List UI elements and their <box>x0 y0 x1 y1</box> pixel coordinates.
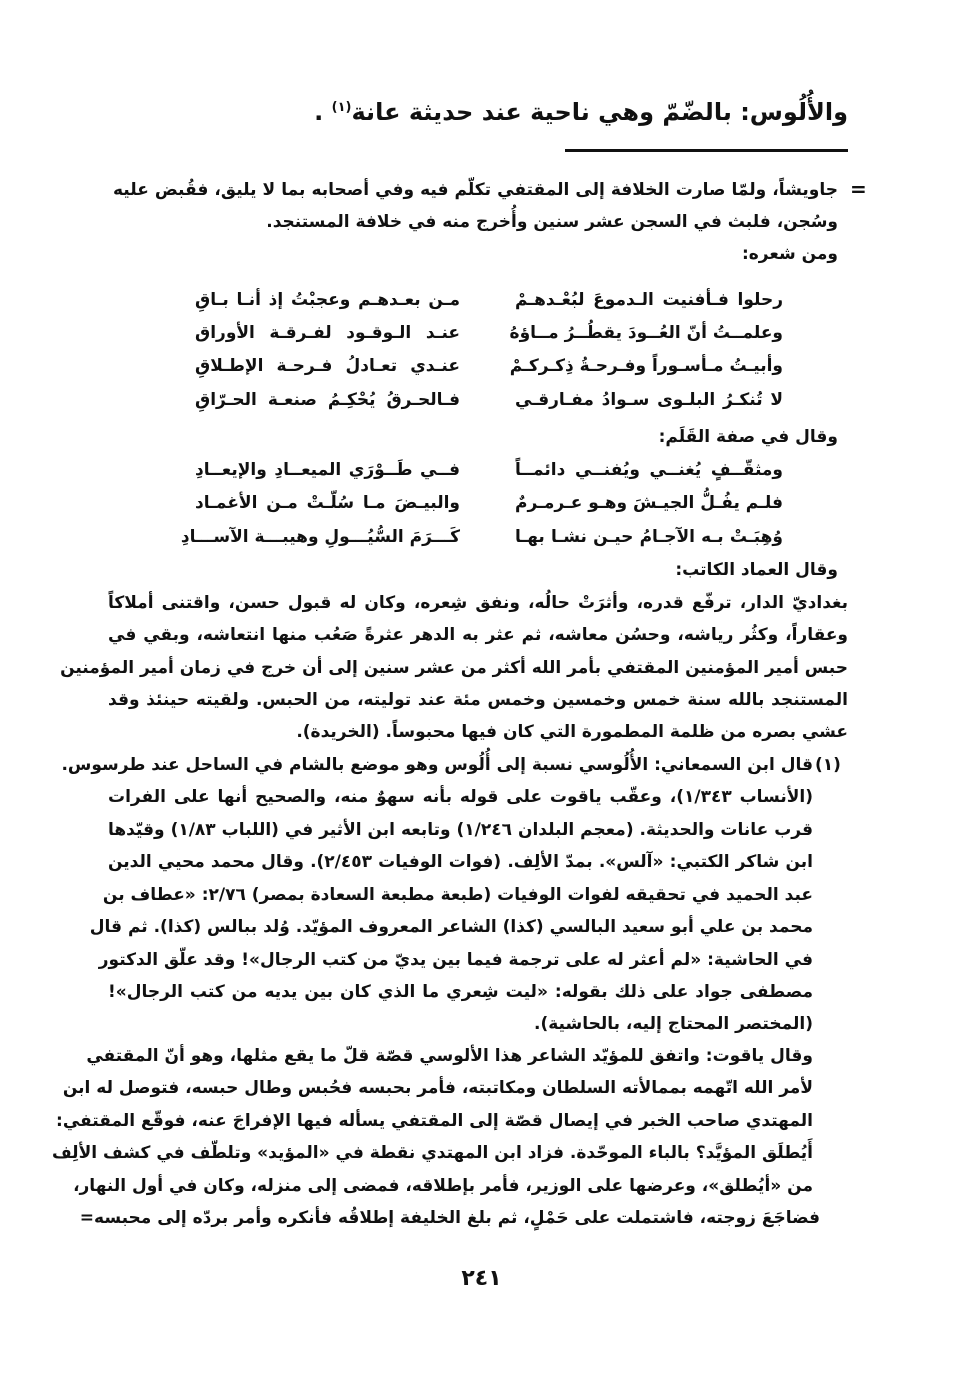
hemistich-left: فــي طَــوْرَي الميعــادِ والإيعــادِ <box>195 460 460 480</box>
footnote-ref[interactable]: (١) <box>331 100 352 115</box>
page-number: ٢٤١ <box>461 1266 502 1291</box>
hemistich-right: لا تُنكـرُ البلـوى سـوادُ مفـارقـي <box>515 390 783 410</box>
hemistich-right: وُهِبَـتْ بـه الآجـامُ حيـن نشـا بهـا <box>515 527 783 547</box>
poem-2-intro: وقال في صفة القَلَم: <box>658 427 838 447</box>
text-line: بغداديّ الدار، ترفّع قدره، وأثرَتْ حالُه، ونفق شِعره، وكان له قبول حسن، واقتنى أملاكاً <box>108 593 848 613</box>
hemistich-right: فلـم يفُـلُّ الجيـشَ وهـو عـرمـرمٌ <box>515 493 783 513</box>
text-line: وعقاراً، وكثُر رياشه، وحسُن معاشه، ثم عثر به الدهر عثرةً صَعُب منها انتعاشه، وبقي في <box>108 625 848 645</box>
intro-line: ومن شعره: <box>741 244 838 264</box>
heading-end: . <box>314 98 332 126</box>
footnote-line: ابن شاكر الكتبي: «آلس». بمدّ الألِف. (فوات الوفيات ٢/٤٥٣). وقال محمد محيي الدين <box>108 852 813 872</box>
continuation-mark: = <box>850 177 867 201</box>
footnote-line: (الأنساب ١/٣٤٣)، وعقّب ياقوت على قوله بأنه سهوٌ منه، والصحيح أنها على الفرات <box>108 787 813 807</box>
footnote-line: قال ابن السمعاني: الأُلُوسي نسبة إلى أُلُوس وهو موضع بالشام في الساحل عند طرسوس. <box>61 755 813 775</box>
heading-text: والأُلُوس: بالضّمّ وهي ناحية عند حديثة عانة <box>351 98 848 126</box>
footnote-line: عبد الحميد في تحقيقه لفوات الوفيات (طبعة مطبعة السعادة بمصر) ٢/٧٦: «عطاف بن <box>102 885 813 905</box>
footnote-line: قرب عانات والحديثة. (معجم البلدان ١/٢٤٦) وتابعه ابن الأثير في (اللباب ١/٨٣) وقيّدها <box>108 820 813 840</box>
entry-heading <box>314 98 848 126</box>
footnote-line: فضاجَعَ زوجته، فاشتملت على حَمْلٍ، ثم بلغ الخليفة إطلاقُه فأنكره وأمر بردّه إلى محبسه= <box>79 1208 820 1228</box>
hemistich-left: كَـــرَمَ السُّيُـــولِ وهيبـــة الآســـادِ <box>180 527 460 547</box>
text-line: عشي بصره من ظلمة المطمورة التي كان فيها محبوساً. (الخريدة). <box>296 722 848 742</box>
hemistich-left: فـالحـرقُ يُحْكِـمُ صنعـة الحـرّاقِ <box>195 390 460 410</box>
footnote-line: في الحاشية: «لم أعثر له على ترجمة فيما بين يديّ من كتب الرجال»! وقد علّق الدكتور <box>98 950 813 970</box>
hemistich-right: وأبيـتُ مـأسـوراً وفـرحـةُ ذِكـركـمْ <box>509 356 783 376</box>
footnote-line: محمد بن علي أبو سعيد البالسي (كذا) الشاعر المعروف المؤيّد. وُلد ببالس (كذا). ثم قال <box>89 917 813 937</box>
footnote-marker: (١) <box>815 755 841 775</box>
footnote-line: مصطفى جواد على ذلك بقوله: «ليت شِعري ما الذي كان بين يديه من كتب الرجال»! <box>108 982 813 1002</box>
hemistich-left: عنـدي تعـادلُ فـرحـة الإطـلاقِ <box>195 356 460 376</box>
text-line: حبس أمير المؤمنين المقتفي بأمر الله أكثر من عشر سنين إلى أن خرج في زمان أمير المؤمنين <box>60 658 848 678</box>
hemistich-left: مـن بعـدهـم وعجبْتُ إذ أنـا بـاقِ <box>195 290 460 310</box>
hemistich-left: والبيـضَ مـا سُلّـتْ مـن الأغمـاد <box>195 493 460 513</box>
footnote-line: وقال ياقوت: واتفق للمؤيّد الشاعر هذا الألوسي قصّة قلّ ما يقع مثلها، وهو أنّ المقتفي <box>86 1046 813 1066</box>
footnote-line: المهتدي صاحب الخبر في إيصال قصّة إلى المقتفي يسأله فيها الإفراجَ عنه، فوقّع المقتفي: <box>56 1111 813 1131</box>
footnote-line: أَيُطلَق المؤيَّد؟ بالباء الموحّدة. فزاد ابن المهتدي نقطة في «المؤيد» وتلطّف في كشف الألِف <box>51 1143 813 1163</box>
footnote-line: لأمر الله اتّهمه بممالأته السلطان ومكاتبته، فأمر بحبسه فحُبس وطال حبسه، فتوصل له ابن <box>62 1078 813 1098</box>
imad-intro: وقال العماد الكاتب: <box>675 560 838 580</box>
hemistich-right: ومثقّــفٍ يُغنــي ويُفنــي دائمــاً <box>515 460 783 480</box>
intro-line: وسُجن، فلبث في السجن عشر سنين وأُخرج منه في خلافة المستنجد. <box>266 212 838 232</box>
hemistich-left: عنـد الـوقـود لفـرقـة الأوراق <box>195 323 460 343</box>
intro-line: جاويشاً، ولمّا صارت الخلافة إلى المقتفي تكلّم فيه وفي أصحابه بما لا يليق، فقُبض عليه <box>113 180 838 200</box>
heading-rule <box>565 149 848 152</box>
hemistich-right: رحلوا فـأفنيت الـدموعَ لبُعْـدهـمْ <box>515 290 783 310</box>
footnote-line: من «أيُطلق»، وعرضها على الوزير، فأمر بإطلاقه، فمضى إلى منزله، وكان في أول النهار، <box>73 1176 813 1196</box>
hemistich-right: وعلمــتُ أنّ العُــودَ يقطُــرُ مــاؤهُ <box>509 323 783 343</box>
footnote-line: (المختصر المحتاج إليه، بالحاشية). <box>534 1014 813 1034</box>
text-line: المستنجد بالله سنة خمس وخمسين وخمس مئة عند توليته، من الحبس. ولقيته حينئذ وقد <box>108 690 848 710</box>
